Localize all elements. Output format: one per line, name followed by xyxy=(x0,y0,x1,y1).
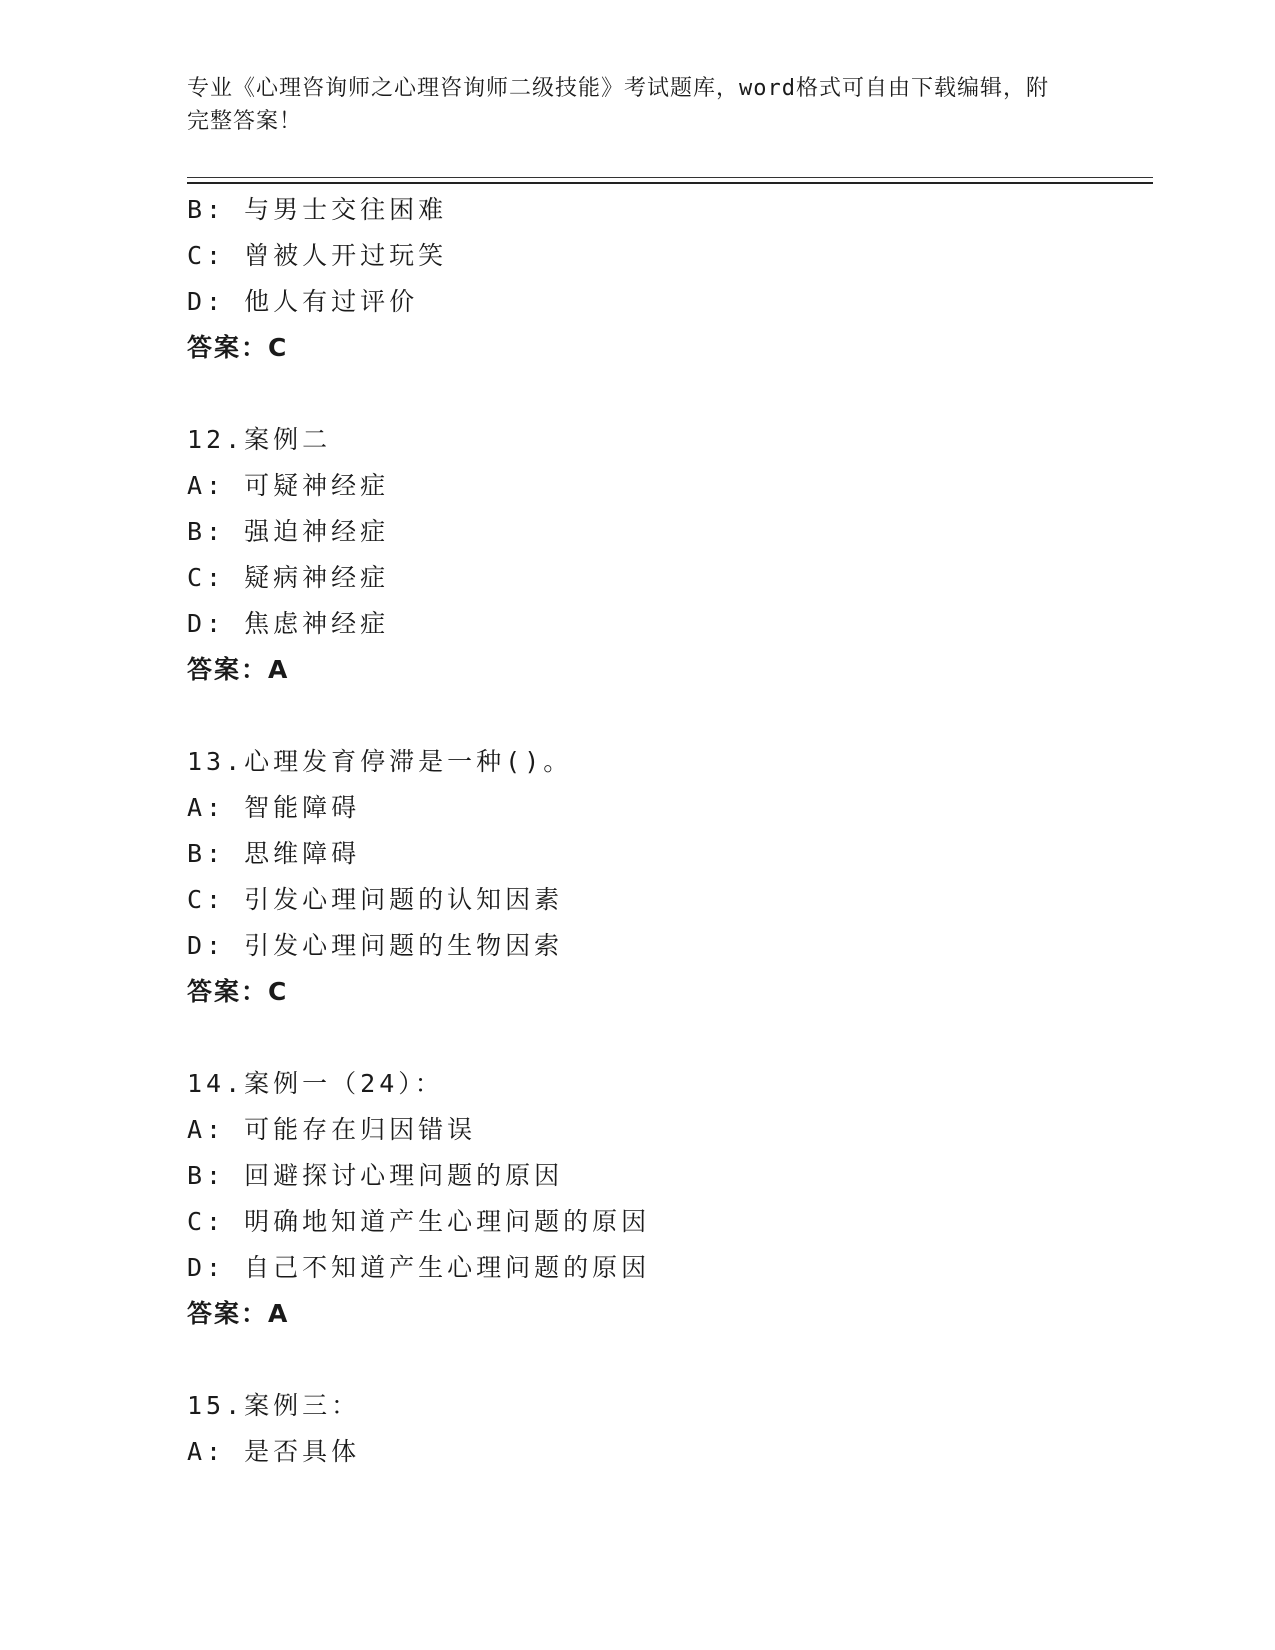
header-rule-thin xyxy=(187,177,1153,178)
option-c: C: 曾被人开过玩笑 xyxy=(187,241,448,270)
answer-line: 答案：C xyxy=(187,333,289,362)
question-item xyxy=(187,187,1147,371)
question-stem: 13.心理发育停滞是一种()。 xyxy=(187,747,573,776)
header-rule-thick xyxy=(187,182,1153,184)
option-b: B: 强迫神经症 xyxy=(187,517,390,546)
option-b: B: 与男士交往困难 xyxy=(187,195,448,224)
option-d: D: 焦虑神经症 xyxy=(187,609,390,638)
option-c: C: 明确地知道产生心理问题的原因 xyxy=(187,1207,651,1236)
question-item xyxy=(187,1383,1147,1475)
question-item xyxy=(187,739,1147,1015)
option-d: D: 引发心理问题的生物因索 xyxy=(187,931,564,960)
option-b: B: 回避探讨心理问题的原因 xyxy=(187,1161,564,1190)
document-header: 专业《心理咨询师之心理咨询师二级技能》考试题库，word格式可自由下载编辑，附完整答案！ xyxy=(187,76,1049,134)
question-stem: 12.案例二 xyxy=(187,425,332,454)
option-d: D: 他人有过评价 xyxy=(187,287,419,316)
question-stem: 14.案例一（24）： xyxy=(187,1069,444,1098)
option-a: A: 是否具体 xyxy=(187,1437,361,1466)
option-a: A: 可疑神经症 xyxy=(187,471,390,500)
question-list xyxy=(187,187,1147,1475)
spacer xyxy=(187,371,1147,417)
question-item xyxy=(187,1061,1147,1337)
answer-line: 答案：A xyxy=(187,655,290,684)
answer-line: 答案：A xyxy=(187,1299,290,1328)
option-c: C: 引发心理问题的认知因素 xyxy=(187,885,564,914)
option-b: B: 思维障碍 xyxy=(187,839,361,868)
spacer xyxy=(187,1337,1147,1383)
option-c: C: 疑病神经症 xyxy=(187,563,390,592)
option-a: A: 智能障碍 xyxy=(187,793,361,822)
question-item xyxy=(187,417,1147,693)
spacer xyxy=(187,1015,1147,1061)
option-a: A: 可能存在归因错误 xyxy=(187,1115,477,1144)
spacer xyxy=(187,693,1147,739)
question-stem: 15.案例三： xyxy=(187,1391,361,1420)
answer-line: 答案：C xyxy=(187,977,289,1006)
option-d: D: 自己不知道产生心理问题的原因 xyxy=(187,1253,651,1282)
